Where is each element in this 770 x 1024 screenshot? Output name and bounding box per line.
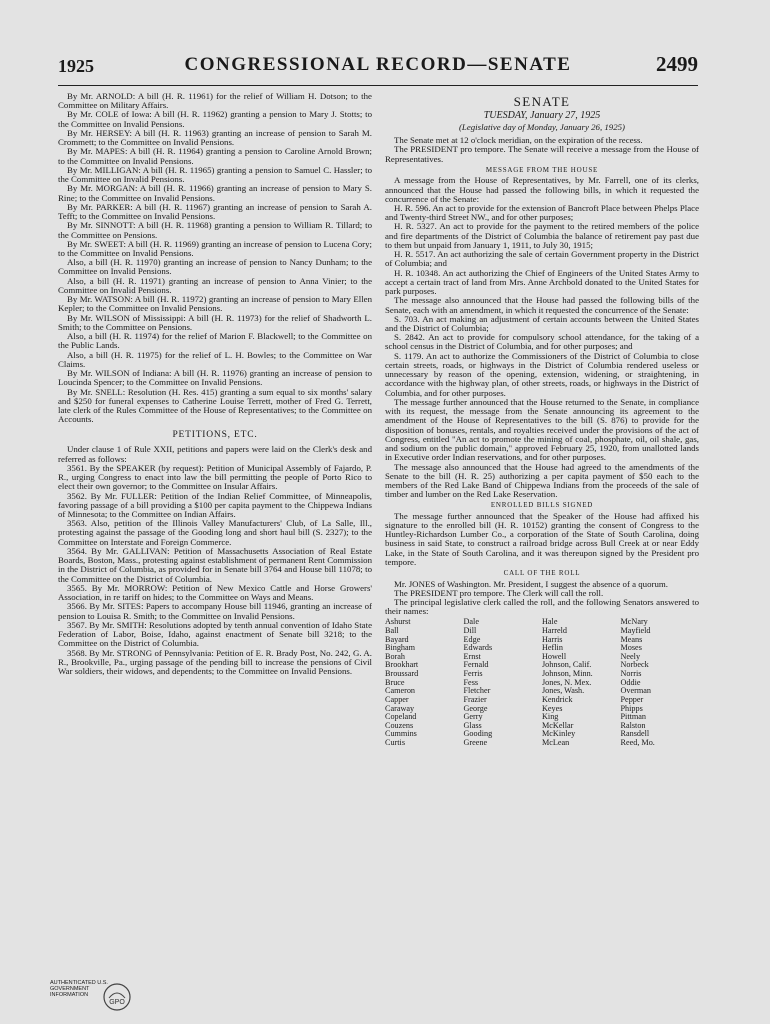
bill-paragraph: By Mr. MAPES: A bill (H. R. 11964) granting a pension to Caroline Arnold Brown; to the Committee on Invalid Pensions. (58, 146, 372, 166)
header-page-number: 2499 (656, 52, 698, 76)
roll-paragraph: Mr. JONES of Washington. Mr. President, I suggest the absence of a quorum. (394, 578, 668, 589)
message-paragraph: H. R. 5517. An act authorizing the sale of certain Government property in the District of Columbia; and (385, 249, 699, 269)
senator-name: Fletcher (463, 686, 491, 696)
roll-section (385, 580, 699, 617)
petition-paragraph: 3562. By Mr. FULLER: Petition of the Indian Relief Committee, of Minneapolis, favoring passage of a bill providing a $100 per capita payment to the Chippewa Indians of Minnesota; to the Committee on Indian Affairs. (58, 490, 372, 519)
page-header (58, 52, 698, 80)
message-heading: MESSAGE FROM THE HOUSE (485, 165, 599, 174)
senator-name: Ashurst (385, 617, 411, 627)
senator-name: Broussard (385, 669, 419, 679)
message-paragraph: H. R. 596. An act to provide for the extension of Bancroft Place between Phelps Place and Twenty-third Street NW., and for other purposes; (385, 202, 699, 223)
senator-name: Glass (463, 720, 482, 730)
senator-name: Harreld (542, 626, 568, 636)
senator-name: Capper (385, 694, 409, 704)
senator-name: Edge (463, 634, 481, 644)
senator-name: Bingham (385, 643, 416, 653)
bill-paragraph: By Mr. PARKER: A bill (H. R. 11967) granting an increase of pension to Sarah A. Tefft; to the Committee on Invalid Pensions. (58, 201, 372, 222)
senator-list (385, 618, 699, 747)
senator-name: Cummins (385, 729, 417, 739)
senator-column (542, 618, 621, 747)
senate-heading: SENATE (513, 94, 571, 109)
senator-name: Dale (463, 617, 479, 627)
bill-paragraph: By Mr. WATSON: A bill (H. R. 11972) granting an increase of pension to Mary Ellen Kepler; to the Committee on Invalid Pensions. (58, 294, 372, 314)
senator-column (464, 618, 543, 747)
senator-name: Norris (620, 669, 642, 679)
bill-paragraph: Also, a bill (H. R. 11974) for the relief of Marion F. Blackwell; to the Committee on the Public Lands. (58, 331, 372, 351)
senator-column (621, 618, 700, 747)
senator-name: Gooding (463, 729, 493, 739)
senator-name: Howell (542, 651, 567, 661)
bill-paragraph: Also, a bill (H. R. 11970) granting an increase of pension to Nancy Dunham; to the Committee on Invalid Pensions. (58, 257, 372, 277)
message-section (385, 176, 699, 499)
bill-paragraph: Also, a bill (H. R. 11971) granting an increase of pension to Anna Vinier; to the Committee on Invalid Pensions. (58, 275, 372, 295)
senator-name: Couzens (385, 720, 414, 730)
bill-paragraph: By Mr. SINNOTT: A bill (H. R. 11968) granting a pension to William R. Tillard; to the Committee on Pensions. (58, 220, 372, 240)
petition-paragraph: Under clause 1 of Rule XXII, petitions and papers were laid on the Clerk's desk and referred as follows: (58, 444, 372, 464)
petition-paragraph: 3567. By Mr. SMITH: Resolutions adopted by tenth annual convention of Idaho State Federation of Labor, Boise, Idaho, against enactment of Senate bill 3218; to the Committee on the District of Columbia. (58, 619, 372, 649)
senator-name: Johnson, Calif. (542, 660, 592, 670)
message-paragraph: S. 1179. An act to authorize the Commissioners of the District of Columbia to close certain streets, roads, or highways in the District of Columbia rendered useless or unnecessary by reason of the opening, extension, widening, or straightening, in accordance with the highway plan, of other streets, roads, or highways in the District of Columbia, and for other purposes. (385, 350, 699, 398)
senator-name: Bayard (385, 634, 409, 644)
header-rule (58, 85, 698, 86)
senator-name: Heflin (542, 643, 563, 653)
senator-name: Ralston (620, 720, 646, 730)
senator-column (385, 618, 464, 747)
senator-name: McNary (620, 617, 648, 627)
senator-name: Overman (620, 686, 651, 696)
bill-paragraph: By Mr. WILSON of Indiana: A bill (H. R. 11976) granting an increase of pension to Loucinda Spencer; to the Committee on Invalid Pensions. (58, 368, 372, 388)
roll-heading: CALL OF THE ROLL (503, 569, 581, 578)
senator-name: Borah (385, 651, 406, 661)
senator-name: Ball (385, 626, 399, 636)
bill-paragraph: Also, a bill (H. R. 11975) for the relief of L. H. Bowles; to the Committee on War Claims. (58, 349, 372, 369)
senator-name: Means (620, 634, 643, 644)
bill-paragraph: By Mr. COLE of Iowa: A bill (H. R. 11962) granting a pension to Mary J. Stotts; to the Committee on Invalid Pensions. (58, 109, 372, 129)
senator-name: Oddie (620, 677, 641, 687)
bill-paragraph: By Mr. ARNOLD: A bill (H. R. 11961) for the relief of William H. Dotson; to the Committee on Military Affairs. (58, 91, 372, 111)
message-paragraph: The message also announced that the House had agreed to the amendments of the Senate to the bill (H. R. 25) authorizing a per capita payment of $50 each to the members of the Red Lake Band of Chippewa Indians from the proceeds of the sale of timber and lumber on the Red Lake Reservation. (385, 461, 699, 500)
senator-name: Edwards (463, 643, 493, 653)
bills-section (58, 92, 372, 424)
senator-name: Neely (620, 651, 641, 661)
message-paragraph: The message also announced that the House had passed the following bills of the Senate, each with an amendment, in which it requested the concurrence of the Senate: (385, 295, 699, 315)
enrolled-heading: ENROLLED BILLS SIGNED (490, 501, 594, 510)
senator-name: Ferris (463, 669, 483, 679)
roll-paragraph: The principal legislative clerk called the roll, and the following Senators answered to their names: (385, 596, 699, 617)
senator-name: Jones, N. Mex. (542, 677, 592, 687)
senator-name: Pepper (620, 694, 644, 704)
senator-name: George (463, 703, 488, 713)
header-year: 1925 (58, 56, 94, 76)
roll-paragraph: The PRESIDENT pro tempore. The Clerk will call the roll. (394, 587, 604, 598)
gpo-logo-text: GPO (109, 999, 125, 1006)
message-paragraph: A message from the House of Representatives, by Mr. Farrell, one of its clerks, announced that the House had passed the following bills, in which it requested the concurrence of the Senate: (385, 175, 699, 204)
opening-paragraph: The PRESIDENT pro tempore. The Senate will receive a message from the House of Representatives. (385, 144, 699, 164)
senator-name: Curtis (385, 737, 406, 747)
senator-name: Phipps (620, 703, 643, 713)
senator-name: Pittman (620, 712, 646, 722)
senator-name: Ernst (463, 651, 481, 661)
bill-paragraph: By Mr. HERSEY: A bill (H. R. 11963) granting an increase of pension to Sarah M. Crommett; to the Committee on Invalid Pensions. (58, 127, 372, 148)
senator-name: Gerry (463, 712, 483, 722)
date-line: TUESDAY, January 27, 1925 (483, 109, 601, 121)
right-column (385, 92, 699, 748)
senator-name: Bruce (385, 677, 405, 687)
message-paragraph: S. 2842. An act to provide for compulsory school attendance, for the taking of a school census in the District of Columbia, and for other purposes; and (385, 332, 699, 352)
petition-paragraph: 3568. By Mr. STRONG of Pennsylvania: Petition of E. R. Brady Post, No. 242, G. A. R., Brookville, Pa., urging passage of the pending bill to increase the pensions of Civil War soldiers, their widows, and dependents; to the Committee on Invalid Pensions. (58, 647, 372, 676)
message-paragraph: S. 703. An act making an adjustment of certain accounts between the United States and the District of Columbia; (385, 313, 699, 334)
petitions-heading: PETITIONS, ETC. (172, 430, 258, 441)
senator-name: Cameron (385, 686, 416, 696)
senator-name: Reed, Mo. (620, 737, 655, 747)
senator-name: Keyes (542, 703, 563, 713)
senator-name: Dill (463, 626, 477, 636)
message-paragraph: H. R. 5327. An act to provide for the payment to the retired members of the police and fire departments of the District of Columbia the balance of retirement pay past due to them but unpaid from January 1, 1911, to July 30, 1915; (385, 221, 699, 250)
senator-name: Moses (620, 643, 642, 653)
senator-name: McKinley (542, 729, 576, 739)
petition-paragraph: 3566. By Mr. SITES: Papers to accompany House bill 11946, granting an increase of pension to Louisa R. Smith; to the Committee on Invalid Pensions. (58, 601, 372, 621)
senator-name: McLean (542, 737, 570, 747)
senator-name: Frazier (463, 694, 487, 704)
senator-name: Copeland (385, 712, 417, 722)
senator-name: Harris (542, 634, 563, 644)
senator-name: Greene (463, 737, 488, 747)
bill-paragraph: By Mr. SWEET: A bill (H. R. 11969) granting an increase of pension to Lucena Cory; to the Committee on Invalid Pensions. (58, 238, 372, 258)
enrolled-section (385, 512, 699, 567)
senator-name: McKellar (542, 720, 574, 730)
senator-name: Norbeck (620, 660, 649, 670)
senator-name: Fess (463, 677, 479, 687)
petition-paragraph: 3565. By Mr. MORROW: Petition of New Mexico Cattle and Horse Growers' Association, in re tariff on hides; to the Committee on Ways and Means. (58, 582, 372, 603)
message-paragraph: The message further announced that the House returned to the Senate, in compliance with its request, the message from the Senate announcing its agreement to the amendment of the House of Representatives to the bill (S. 876) to provide for the disposition of bonuses, rentals, and royalties received under the provisions of the act of Congress, entitled "An act to promote the mining of coal, phosphate, oil, oil shale, gas, and sodium on the public domain," approved February 25, 1920, from unallotted lands in Executive order Indian reservations, and for other purposes. (385, 396, 699, 463)
senator-name: Fernald (463, 660, 489, 670)
bill-paragraph: By Mr. WILSON of Mississippi: A bill (H. R. 11973) for the relief of Shadworth L. Smith; to the Committee on Pensions. (58, 312, 372, 332)
opening-section (385, 136, 699, 164)
senator-name: Ransdell (620, 729, 650, 739)
bill-paragraph: By Mr. MORGAN: A bill (H. R. 11966) granting an increase of pension to Mary S. Rine; to the Committee on Invalid Pensions. (58, 183, 372, 203)
legislative-day: (Legislative day of Monday, January 26, 1925) (458, 122, 626, 133)
senator-name: King (542, 712, 559, 722)
petition-paragraph: 3564. By Mr. GALLIVAN: Petition of Massachusetts Association of Real Estate Boards, Boston, Mass., protesting against establishment of permanent Rent Commission in the District of Columbia, as provided for in Senate bill 3764 and House bill 11078; to the Committee on the District of Columbia. (58, 545, 372, 584)
opening-paragraph: The Senate met at 12 o'clock meridian, on the expiration of the recess. (394, 135, 643, 146)
petition-paragraph: 3563. Also, petition of the Illinois Valley Manufacturers' Club, of La Salle, Ill., protesting against the passage of the Gooding long and short haul bill (S. 2327); to the Committee on Interstate and Foreign Commerce. (58, 518, 372, 547)
message-paragraph: H. R. 10348. An act authorizing the Chief of Engineers of the United States Army to accept a certain tract of land from Mrs. Anne Archbold donated to the United States for park purposes. (385, 267, 699, 297)
senator-name: Jones, Wash. (542, 686, 585, 696)
bill-paragraph: By Mr. MILLIGAN: A bill (H. R. 11965) granting a pension to Samuel C. Hassler; to the Committee on Invalid Pensions. (58, 164, 372, 185)
petition-paragraph: 3561. By the SPEAKER (by request): Petition of Municipal Assembly of Fajardo, P. R., urging Congress to enact into law the bill permitting the people of Porto Rico to elect their own governor; to the Committee on Insular Affairs. (58, 462, 372, 492)
petitions-section (58, 445, 372, 676)
senator-name: Brookhart (385, 660, 419, 670)
gpo-logo-icon (102, 982, 132, 1012)
seal-text: AUTHENTICATED U.S. GOVERNMENT INFORMATION (50, 980, 108, 999)
gpo-authentication-seal (50, 976, 136, 1018)
senator-name: Johnson, Minn. (542, 669, 593, 679)
senator-name: Kendrick (542, 694, 573, 704)
header-title: CONGRESSIONAL RECORD—SENATE (184, 54, 572, 75)
senator-name: Hale (542, 617, 558, 627)
senator-name: Mayfield (620, 626, 651, 636)
enrolled-paragraph: The message further announced that the Speaker of the House had affixed his signature to the enrolled bill (H. R. 10152) granting the consent of Congress to the Huntley-Richardson Lumber Co., a corporation of the State of South Carolina, doing business in said State, to construct a railroad bridge across Bull Creek at or near Eddy Lake, in the State of South Carolina, and it was thereupon signed by the President pro tempore. (385, 510, 699, 567)
left-column (58, 92, 372, 676)
bill-paragraph: By Mr. SNELL: Resolution (H. Res. 415) granting a sum equal to six months' salary and $250 for funeral expenses to Catherine Louise Terrett, mother of Fred G. Terrett, late clerk of the Rules Committee of the House of Representatives; to the Committee on Accounts. (58, 386, 372, 425)
senator-name: Caraway (385, 703, 415, 713)
